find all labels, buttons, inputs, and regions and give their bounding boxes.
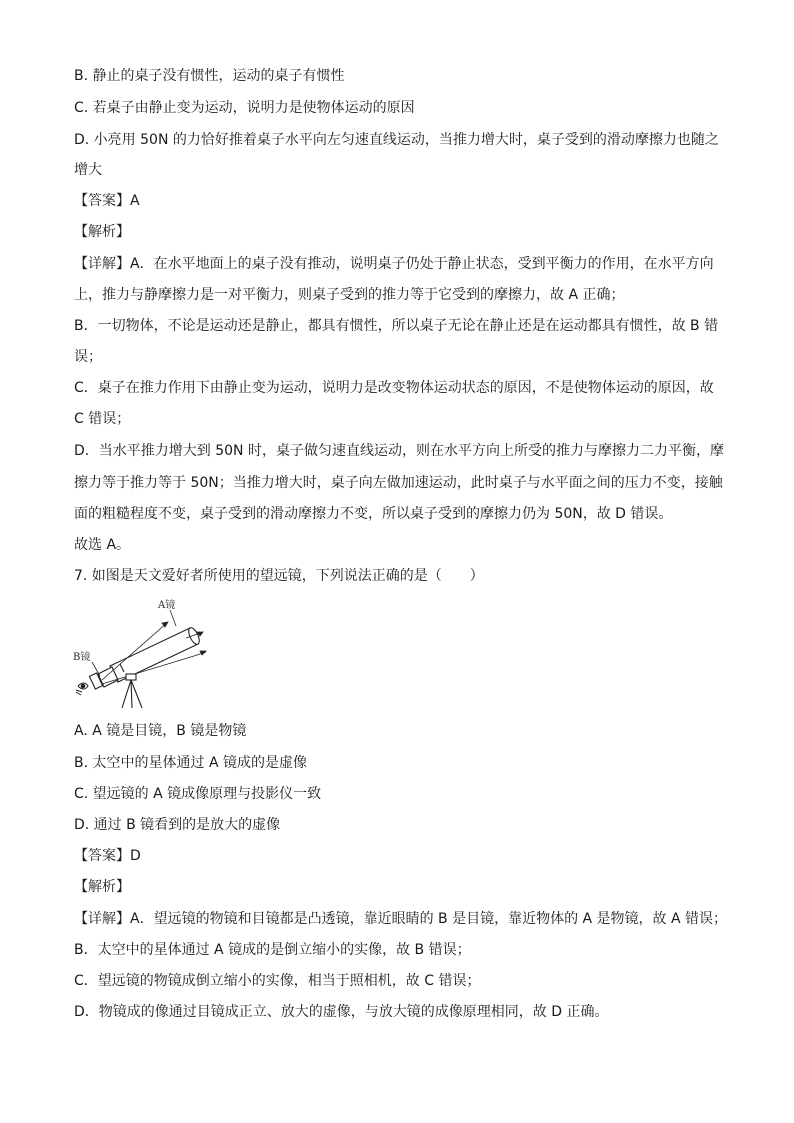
detail-b-q7: B．太空中的星体通过 A 镜成的是倒立缩小的实像，故 B 错误； [74,942,471,958]
detail-c-q6: C．桌子在推力作用下由静止变为运动，说明力是改变物体运动状态的原因，不是使物体运动的原因，故 [74,380,714,396]
label-a-mirror: A镜 [158,600,176,611]
detail-d-q6: D．当水平推力增大到 50N 时，桌子做匀速直线运动，则在水平方向上所受的推力与摩擦力二力平衡，摩 [74,443,724,459]
detail-a-q7: 【详解】A．望远镜的物镜和目镜都是凸透镜，靠近眼睛的 B 是目镜，靠近物体的 A 是物镜，故 A 错误； [74,911,728,927]
option-c-q6: C. 若桌子由静止变为运动，说明力是使物体运动的原因 [74,100,415,116]
answer-q6: 【答案】A [74,193,140,209]
detail-b-q6-cont: 误； [74,349,102,365]
option-d-q6: D. 小亮用 50N 的力恰好推着桌子水平向左匀速直线运动，当推力增大时，桌子受到的滑动摩擦力也随之 [74,132,719,148]
option-b-q6: B. 静止的桌子没有惯性，运动的桌子有惯性 [74,68,345,84]
telescope-tube [89,626,201,689]
option-c-q7: C. 望远镜的 A 镜成像原理与投影仪一致 [74,786,322,802]
detail-c-q7: C．望远镜的物镜成倒立缩小的实像，相当于照相机，故 C 错误； [74,973,481,989]
option-d-q7: D. 通过 B 镜看到的是放大的虚像 [74,817,281,833]
detail-b-q6: B．一切物体，不论是运动还是静止，都具有惯性，所以桌子无论在静止还是在运动都具有惯性，故 B 错 [74,318,719,334]
conclusion-q6: 故选 A。 [74,537,131,553]
detail-d-q6-cont1: 擦力等于推力等于 50N；当推力增大时，桌子向左做加速运动，此时桌子与水平面之间的压力不变，接触 [74,475,723,491]
question-7-stem: 7. 如图是天文爱好者所使用的望远镜，下列说法正确的是（ ） [74,568,484,584]
answer-q7: 【答案】D [74,848,141,864]
telescope-figure [72,596,212,714]
eye-icon [76,683,88,695]
detail-a-q6: 【详解】A．在水平地面上的桌子没有推动，说明桌子仍处于静止状态，受到平衡力的作用，在水平方向 [74,256,714,272]
option-a-q7: A. A 镜是目镜，B 镜是物镜 [74,723,247,739]
label-a-leader [170,610,176,626]
detail-d-q7: D．物镜成的像通过目镜成正立、放大的虚像，与放大镜的成像原理相同，故 D 正确。 [74,1004,609,1020]
analysis-heading-q6: 【解析】 [74,224,130,240]
option-d-q6-cont: 增大 [74,162,102,178]
detail-c-q6-cont: C 错误； [74,411,131,427]
label-b-mirror: B镜 [73,652,91,663]
detail-d-q6-cont2: 面的粗糙程度不变，桌子受到的滑动摩擦力不变，所以桌子受到的摩擦力仍为 50N，故 D 错误。 [74,506,673,522]
analysis-heading-q7: 【解析】 [74,879,130,895]
option-b-q7: B. 太空中的星体通过 A 镜成的是虚像 [74,755,307,771]
detail-a-q6-cont: 上，推力与静摩擦力是一对平衡力，则桌子受到的推力等于它受到的摩擦力，故 A 正确； [74,287,625,303]
